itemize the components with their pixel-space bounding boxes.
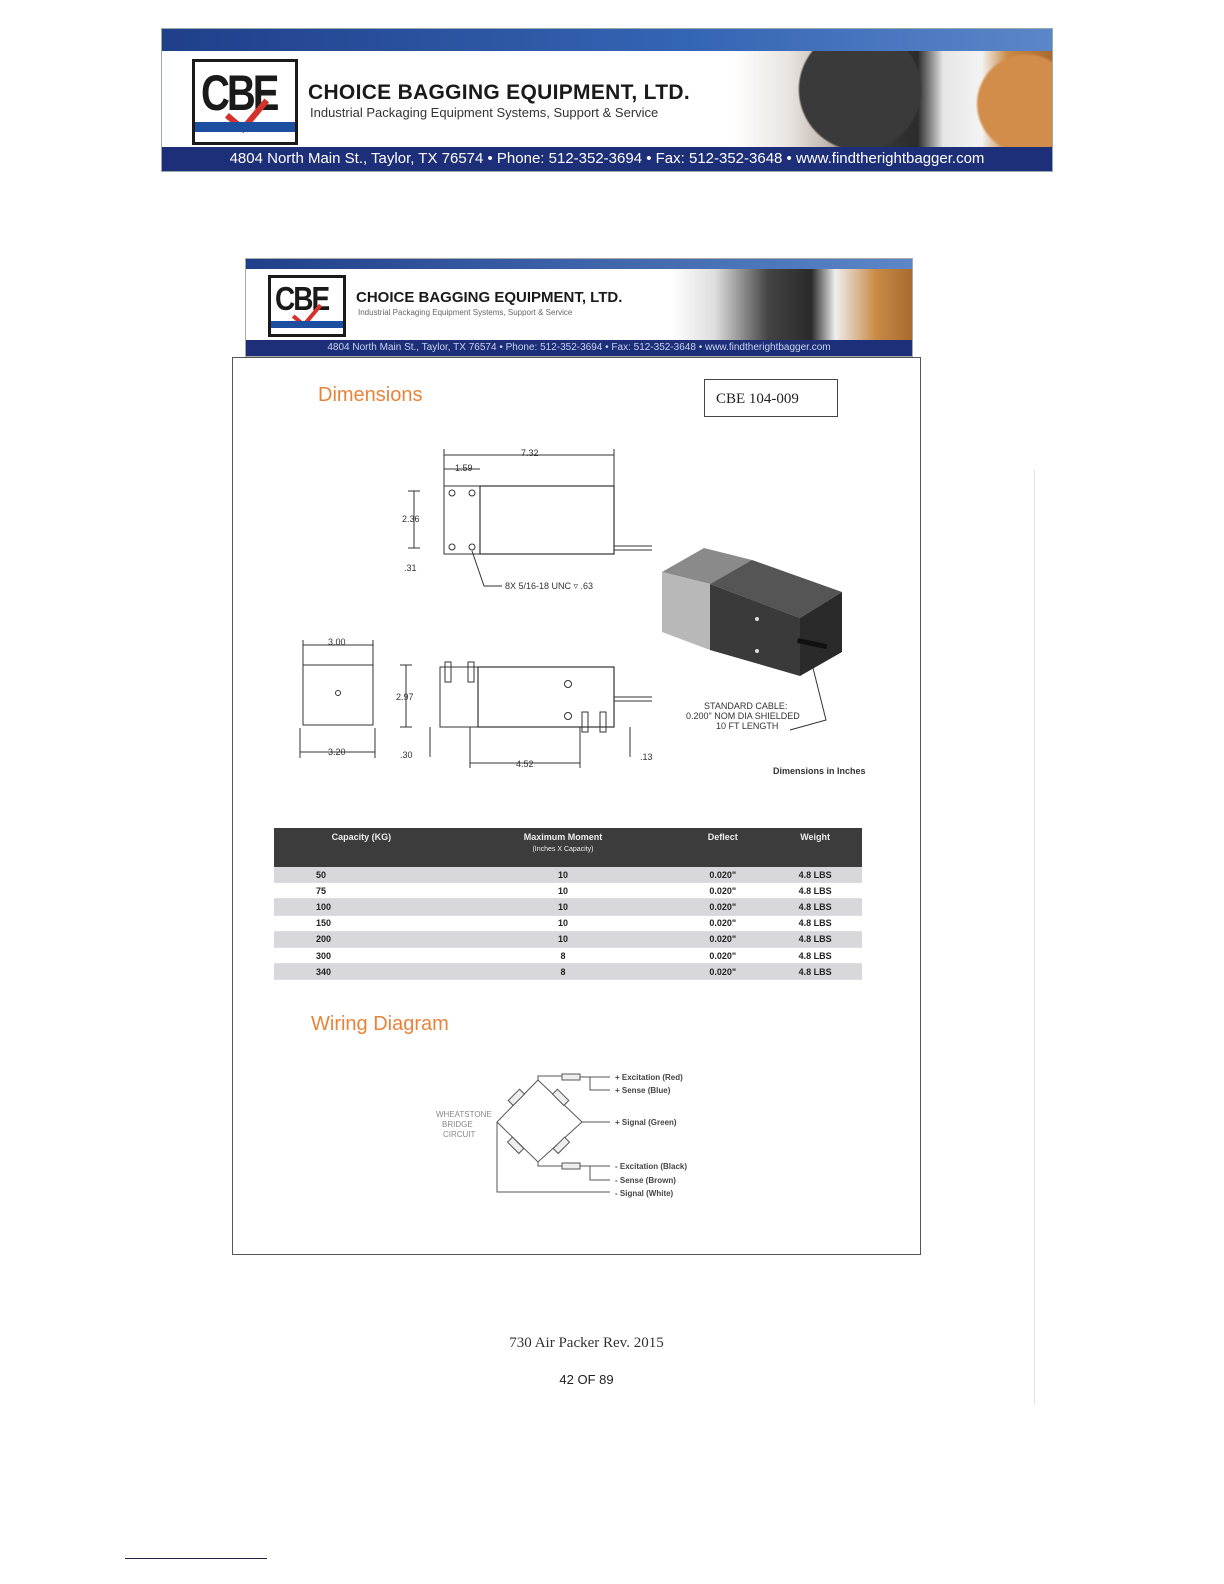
table-row: 75 10 0.020" 4.8 LBS bbox=[274, 883, 862, 899]
header-weight: Weight bbox=[768, 828, 862, 867]
wire-signal-neg: - Signal (White) bbox=[615, 1189, 674, 1198]
dim-base-width: 3.20 bbox=[328, 747, 346, 757]
document-title: 730 Air Packer Rev. 2015 bbox=[509, 1335, 664, 1351]
company-name: CHOICE BAGGING EQUIPMENT, LTD. bbox=[308, 81, 690, 104]
footnote-rule bbox=[125, 1558, 267, 1559]
table-row: 200 10 0.020" 4.8 LBS bbox=[274, 931, 862, 947]
contact-line: 4804 North Main St., Taylor, TX 76574 • Phone: 512-352-3694 • Fax: 512-352-3648 • www.findtherightbagger.com bbox=[162, 147, 1052, 171]
part-number-box: CBE 104-009 bbox=[704, 379, 838, 417]
units-note: Dimensions in Inches bbox=[773, 766, 866, 776]
cable-note-2: 0.200" NOM DIA SHIELDED bbox=[686, 711, 800, 721]
cable-note-1: STANDARD CABLE: bbox=[704, 701, 788, 711]
dimensions-title: Dimensions bbox=[318, 384, 423, 406]
dim-hole-spacing: 4.52 bbox=[516, 759, 534, 769]
dim-edge: .31 bbox=[404, 563, 417, 573]
dim-side-height: 2.97 bbox=[396, 692, 414, 702]
scan-company-name: CHOICE BAGGING EQUIPMENT, LTD. bbox=[356, 289, 623, 306]
cable-note-3: 10 FT LENGTH bbox=[716, 721, 779, 731]
scan-company-tagline: Industrial Packaging Equipment Systems, Support & Service bbox=[358, 308, 573, 317]
wiring-note-1: WHEATSTONE bbox=[436, 1110, 492, 1119]
table-row: 50 10 0.020" 4.8 LBS bbox=[274, 867, 862, 883]
page-number: 42 OF 89 bbox=[559, 1372, 614, 1387]
scan-edge-line bbox=[1034, 470, 1035, 1405]
table-row: 340 8 0.020" 4.8 LBS bbox=[274, 964, 862, 980]
wire-exc-neg: - Excitation (Black) bbox=[615, 1162, 688, 1171]
wire-sense-neg: - Sense (Brown) bbox=[615, 1176, 676, 1185]
bridge-diamond bbox=[497, 1080, 582, 1162]
company-tagline: Industrial Packaging Equipment Systems, Support & Service bbox=[310, 105, 659, 120]
header-deflect: Deflect bbox=[677, 828, 768, 867]
dim-base-offset: .30 bbox=[400, 750, 413, 760]
wiring-title: Wiring Diagram bbox=[311, 1013, 449, 1035]
table-row: 300 8 0.020" 4.8 LBS bbox=[274, 947, 862, 963]
wire-signal-pos: + Signal (Green) bbox=[615, 1118, 677, 1127]
table-row: 100 10 0.020" 4.8 LBS bbox=[274, 899, 862, 915]
scan-contact-line: 4804 North Main St., Taylor, TX 76574 • Phone: 512-352-3694 • Fax: 512-352-3648 • www.findtherightbagger.com bbox=[246, 340, 912, 356]
logo-text: CBE bbox=[201, 66, 277, 121]
dim-threads: 8X 5/16-18 UNC ▿ .63 bbox=[505, 581, 594, 591]
wiring-note-2: BRIDGE bbox=[442, 1120, 473, 1129]
dim-length: 7.32 bbox=[521, 448, 539, 458]
wire-sense-pos: + Sense (Blue) bbox=[615, 1086, 671, 1095]
dim-foot: .13 bbox=[640, 752, 653, 762]
header-capacity: Capacity (KG) bbox=[274, 828, 449, 867]
dim-height: 2.36 bbox=[402, 514, 420, 524]
dim-offset: 1.59 bbox=[455, 463, 473, 473]
table-row: 150 10 0.020" 4.8 LBS bbox=[274, 915, 862, 931]
dim-width: 3.00 bbox=[328, 637, 346, 647]
scan-logo-text: CBE bbox=[275, 280, 329, 318]
wire-exc-pos: + Excitation (Red) bbox=[615, 1073, 683, 1082]
header-max-moment: Maximum Moment (Inches X Capacity) bbox=[449, 828, 678, 867]
wiring-note-3: CIRCUIT bbox=[443, 1130, 476, 1139]
